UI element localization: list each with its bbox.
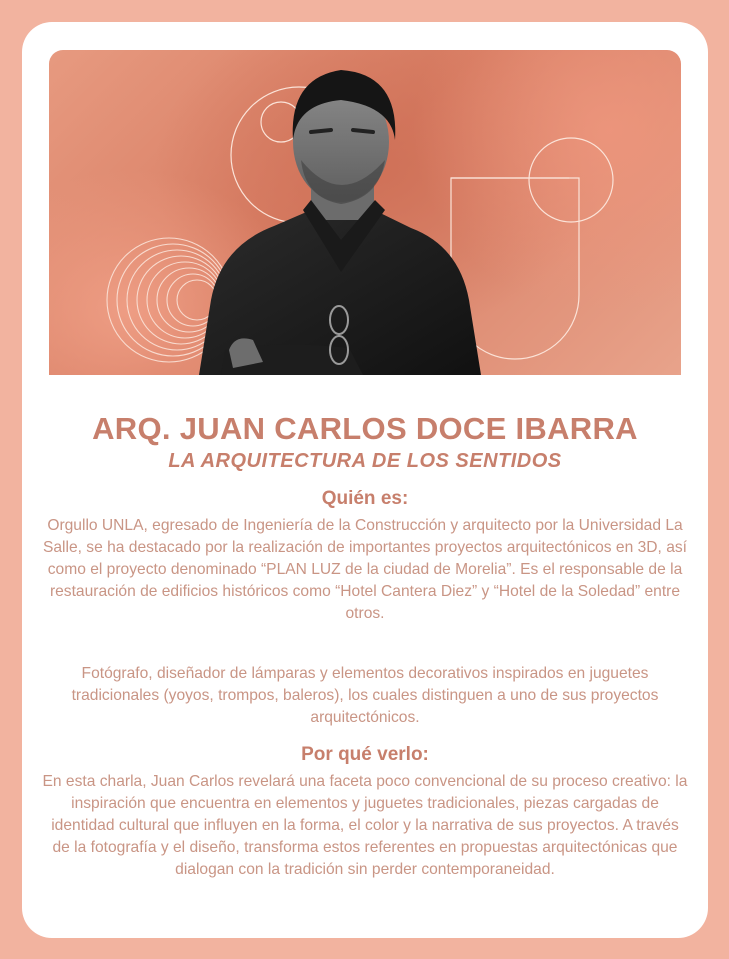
who-paragraph-1: Orgullo UNLA, egresado de Ingeniería de la Construcción y arquitecto por la Universidad La Salle, se ha destacado por la realización de importantes proyectos arquitectónicos en 3D, así como el proyecto denominado “PLAN LUZ de la ciudad de Morelia”. Es el responsable de la restauración de edificios históricos como “Hotel Cantera Diez” y “Hotel de la Soledad” entre otros. (42, 517, 688, 622)
speaker-card (22, 22, 708, 938)
why-heading: Por qué verlo: (301, 744, 429, 765)
talk-title: LA ARQUITECTURA DE LOS SENTIDOS (168, 450, 562, 472)
speaker-name: ARQ. JUAN CARLOS DOCE IBARRA (92, 411, 638, 446)
why-paragraph: En esta charla, Juan Carlos revelará una faceta poco convencional de su proceso creativo: la inspiración que encuentra en elementos y juguetes tradicionales, piezas cargadas de identidad cultural que influyen en la forma, el color y la narrativa de sus proyectos. A través de la fotografía y el diseño, transforma estos referentes en propuestas arquitectónicas que dialogan con la tradición sin perder contemporaneidad. (42, 773, 688, 878)
speaker-portrait-photo (49, 50, 681, 375)
speaker-banner (49, 50, 681, 375)
who-paragraph-2: Fotógrafo, diseñador de lámparas y elementos decorativos inspirados en juguetes tradicionales (yoyos, trompos, baleros), los cuales distinguen a uno de sus proyectos arquitectónicos. (71, 665, 659, 726)
who-heading: Quién es: (321, 488, 409, 509)
